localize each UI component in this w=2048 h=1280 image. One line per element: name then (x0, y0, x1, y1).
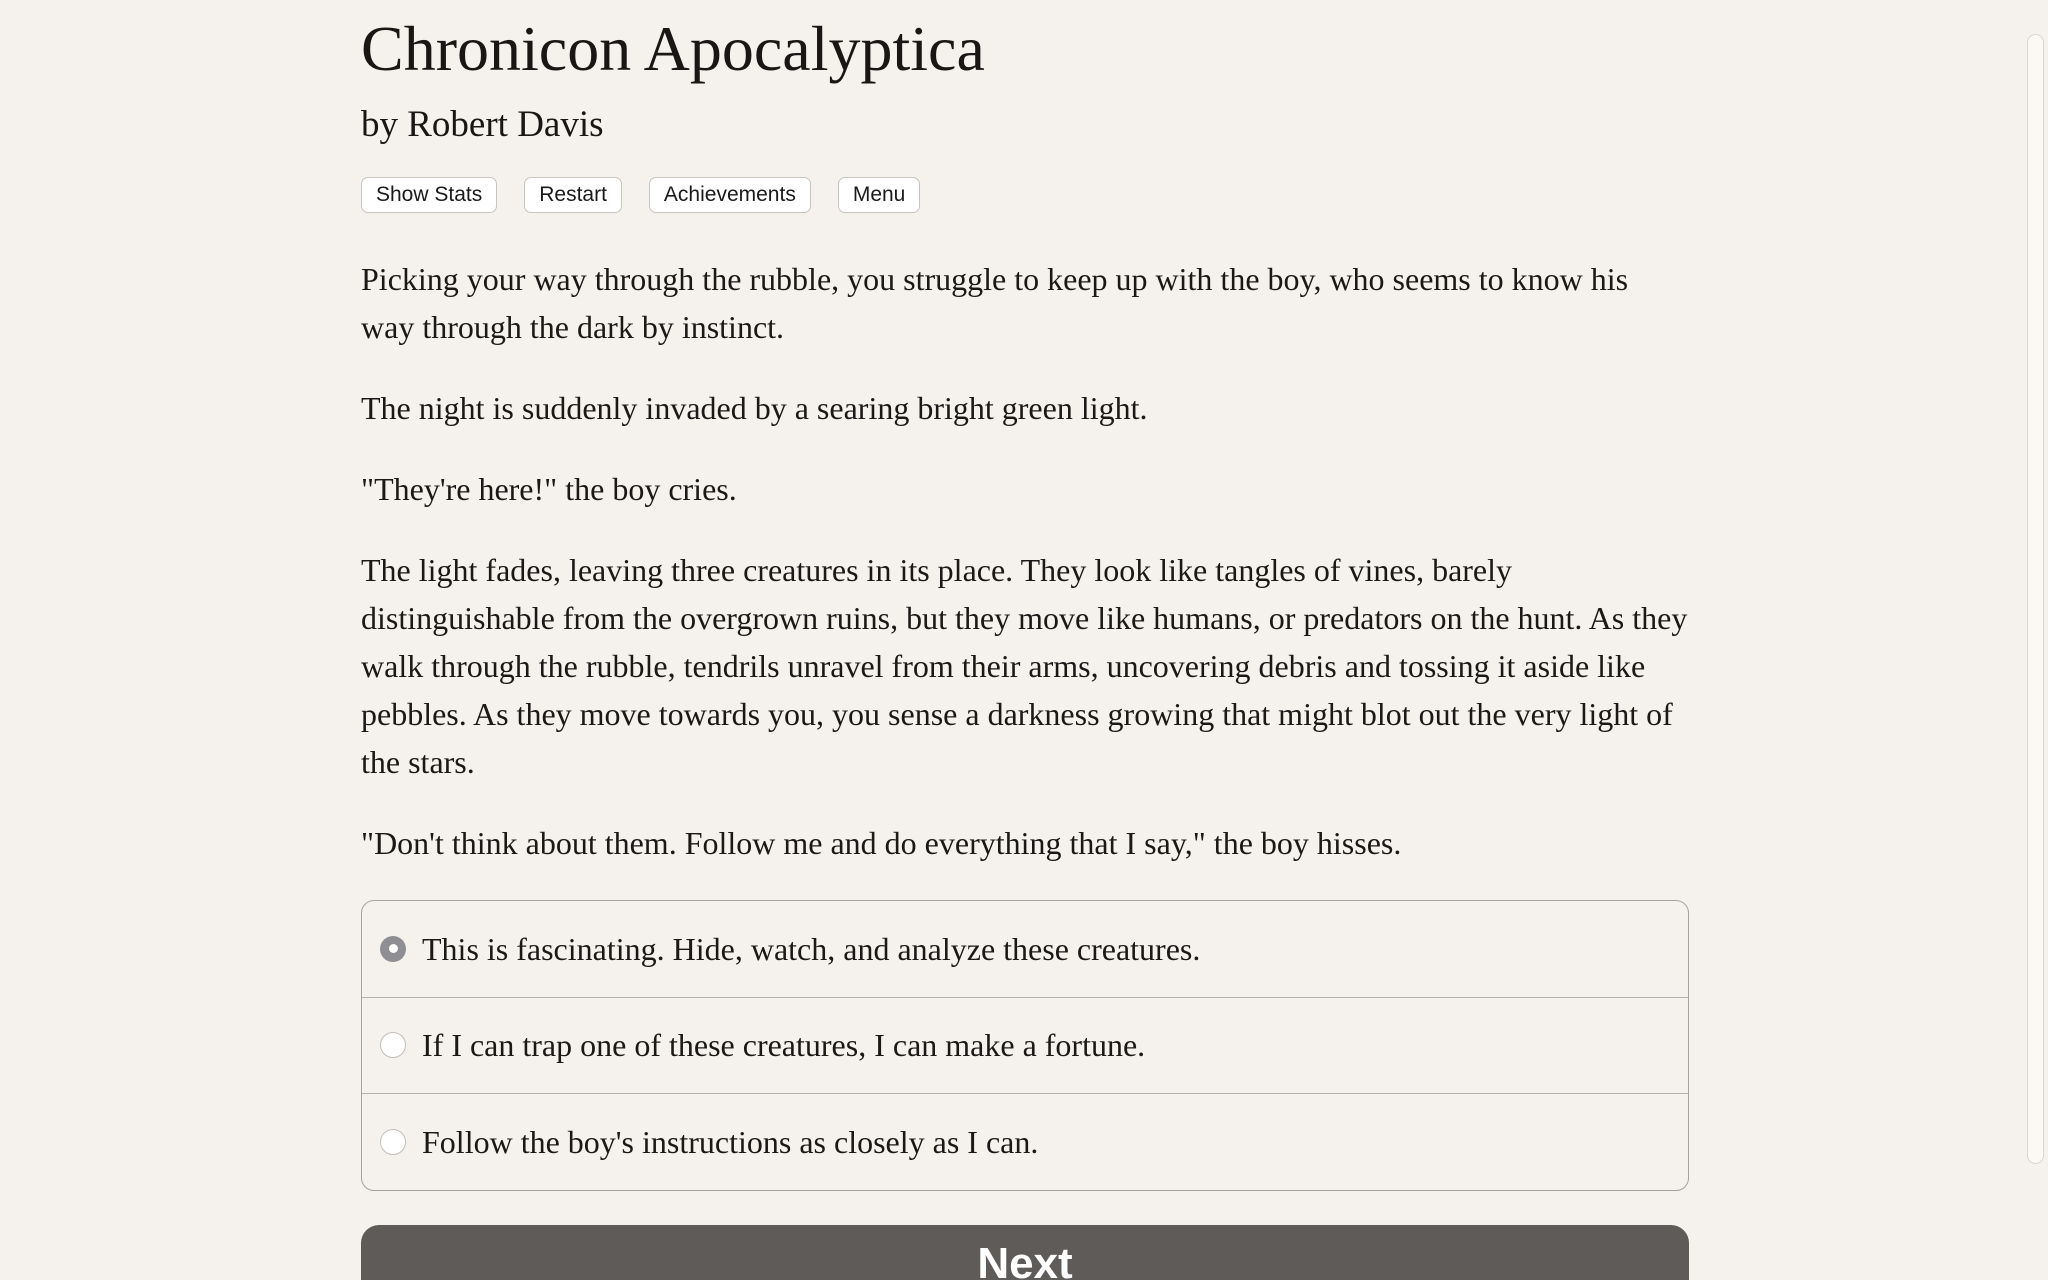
restart-button[interactable]: Restart (524, 177, 622, 213)
page-title: Chronicon Apocalyptica (361, 13, 985, 84)
story-paragraph: The night is suddenly invaded by a searing bright green light. (361, 390, 1148, 426)
radio-unselected-icon[interactable] (380, 1129, 406, 1155)
choice-option-analyze[interactable] (362, 901, 1688, 997)
achievements-button[interactable]: Achievements (649, 177, 811, 213)
author-byline: by Robert Davis (361, 104, 604, 145)
choice-option-follow[interactable] (362, 1093, 1688, 1190)
story-paragraph: Picking your way through the rubble, you struggle to keep up with the boy, who seems to know his way through the dark by instinct. (361, 261, 1629, 345)
choice-label: Follow the boy's instructions as closely as I can. (422, 1123, 1039, 1160)
choice-label: This is fascinating. Hide, watch, and analyze these creatures. (422, 930, 1201, 967)
story-paragraph: "They're here!" the boy cries. (361, 471, 737, 507)
choice-list (361, 900, 1689, 1191)
scrollbar-thumb[interactable] (2027, 34, 2044, 1164)
menu-button[interactable]: Menu (838, 177, 921, 213)
show-stats-button[interactable]: Show Stats (361, 177, 497, 213)
choice-option-trap[interactable] (362, 997, 1688, 1094)
story-paragraph: The light fades, leaving three creatures in its place. They look like tangles of vines, barely distinguishable from the overgrown ruins, but they move like humans, or predators on the hunt. As they walk through the rubble, tendrils unravel from their arms, uncovering debris and tossing it aside like pebbles. As they move towards you, you sense a darkness growing that might blot out the very light of the stars. (361, 552, 1688, 780)
story-paragraph: "Don't think about them. Follow me and do everything that I say," the boy hisses. (361, 825, 1402, 861)
choice-label: If I can trap one of these creatures, I can make a fortune. (422, 1027, 1146, 1064)
story-text (361, 255, 1689, 867)
radio-unselected-icon[interactable] (380, 1032, 406, 1058)
game-toolbar (361, 177, 1689, 213)
radio-selected-icon[interactable] (380, 936, 406, 962)
next-button[interactable]: Next (361, 1225, 1689, 1280)
